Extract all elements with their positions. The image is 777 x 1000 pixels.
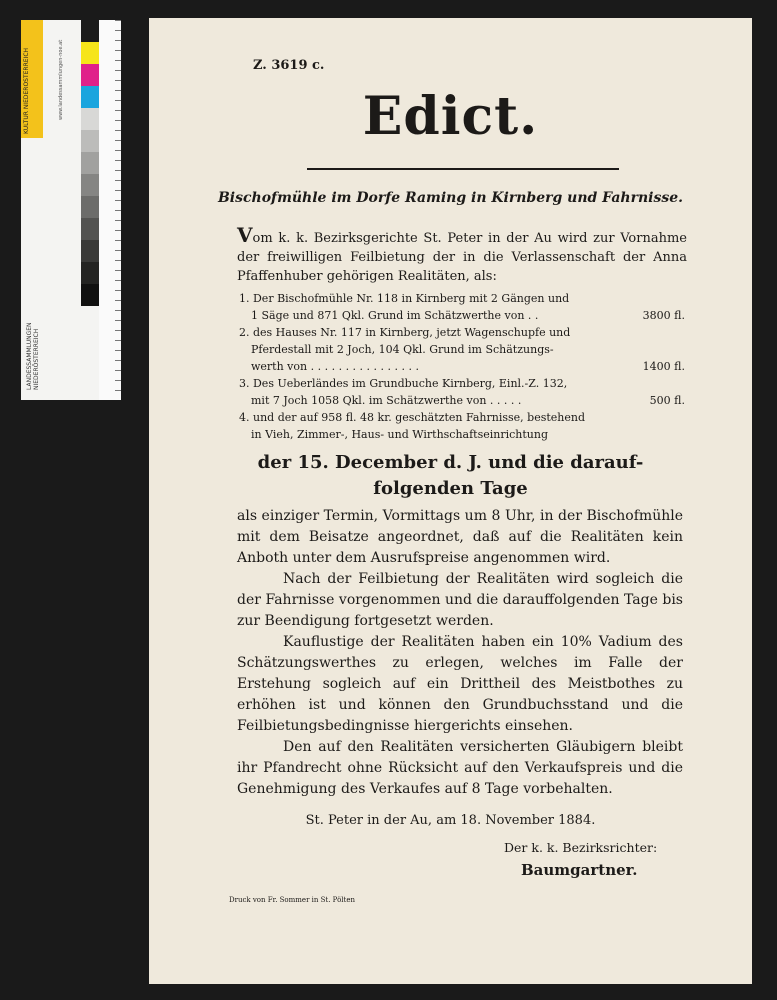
color-swatch (81, 64, 99, 86)
intro-initial: V (237, 223, 253, 247)
color-swatch (81, 108, 99, 130)
color-swatch (81, 152, 99, 174)
list-item (239, 409, 685, 443)
paragraph-fahrnisse: Nach der Feilbietung der Realitäten wird sogleich die der Fahrnisse vorgenommen und die darauffolgenden Tage bis zur Beendigung fortgesetzt werden. (237, 571, 683, 629)
paragraph-creditors: Den auf den Realitäten versicherten Gläubigern bleibt ihr Pfandrecht ohne Rücksicht auf den Verkaufspreis und die Genehmigung des Verkaufes auf 8 Tage vorbehalten. (237, 739, 683, 797)
logo-text: KULTUR NIEDERÖSTERREICH (23, 47, 30, 134)
item-line: in Vieh, Zimmer-, Haus- und Wirthschaftseinrichtung (251, 428, 548, 441)
collection-url: www.landessammlungen-noe.at (58, 39, 64, 120)
item-amount: 1400 fl. (642, 360, 685, 373)
color-swatch (81, 174, 99, 196)
list-item (239, 290, 685, 324)
color-swatch (81, 20, 99, 42)
color-swatch (81, 240, 99, 262)
collection-label: LANDESSAMMLUNGEN NIEDERÖSTERREICH (26, 322, 40, 390)
signature-title: Der k. k. Bezirksrichter: (504, 840, 658, 855)
item-line: 4. und der auf 958 fl. 48 kr. geschätzten Fahrnisse, bestehend (239, 411, 585, 424)
item-line: Pferdestall mit 2 Joch, 104 Qkl. Grund im Schätzungs- (251, 343, 554, 356)
item-line: 3. Des Ueberländes im Grundbuche Kirnberg, Einl.-Z. 132, (239, 377, 568, 390)
item-amount: 3800 fl. (642, 309, 685, 322)
color-swatch (81, 218, 99, 240)
scale-ruler (99, 20, 121, 400)
signature-name: Baumgartner. (521, 861, 638, 879)
color-swatch (81, 42, 99, 64)
poster-paper (149, 18, 752, 984)
item-line: werth von . . . . . . . . . . . . . . . . (251, 360, 419, 373)
item-line: 1 Säge und 871 Qkl. Grund im Schätzwerthe von . . (251, 309, 539, 322)
intro-paragraph (237, 223, 687, 286)
color-swatch (81, 262, 99, 284)
list-item (239, 375, 685, 409)
reference-number: Z. 3619 c. (253, 58, 325, 73)
color-swatch (81, 86, 99, 108)
poster-title: Edict. (362, 86, 539, 147)
color-swatch (81, 196, 99, 218)
printer-imprint: Druck von Fr. Sommer in St. Pölten (229, 896, 356, 904)
paragraph-vadium: Kauflustige der Realitäten haben ein 10% Vadium des Schätzungswerthes zu erlegen, welches im Falle der Erstehung sogleich auf ein Drittheil des Meistbothes zu erhöhen ist und können den Grundbuchsstand und die Feilbietungsbedingnisse hiergerichts einsehen. (237, 634, 683, 734)
auction-date-line-2: folgenden Tage (373, 478, 528, 499)
color-swatch (81, 284, 99, 306)
auction-date-line-1: der 15. December d. J. und die darauf- (257, 452, 644, 473)
intro-text: om k. k. Bezirksgerichte St. Peter in der Au wird zur Vornahme der freiwilligen Feilbietung der in die Verlassenschaft der Anna Pfaffenhuber gehörigen Realitäten, als: (237, 231, 687, 284)
place-date: St. Peter in der Au, am 18. November 1884. (305, 813, 596, 828)
color-swatch (81, 130, 99, 152)
color-swatches (81, 20, 99, 400)
poster-subtitle: Bischofmühle im Dorfe Raming in Kirnberg und Fahrnisse. (217, 190, 684, 206)
item-line: mit 7 Joch 1058 Qkl. im Schätzwerthe von . . . . . (251, 394, 522, 407)
item-line: 2. des Hauses Nr. 117 in Kirnberg, jetzt Wagenschupfe und (239, 326, 571, 339)
title-underline (307, 168, 619, 170)
paragraph-terms: als einziger Termin, Vormittags um 8 Uhr, in der Bischofmühle mit dem Beisatze angeordnet, daß auf die Realitäten kein Anboth unter dem Ausrufspreise angenommen wird. (237, 508, 683, 566)
list-item (239, 324, 685, 375)
item-amount: 500 fl. (649, 394, 685, 407)
item-line: 1. Der Bischofmühle Nr. 118 in Kirnberg mit 2 Gängen und (239, 292, 570, 305)
